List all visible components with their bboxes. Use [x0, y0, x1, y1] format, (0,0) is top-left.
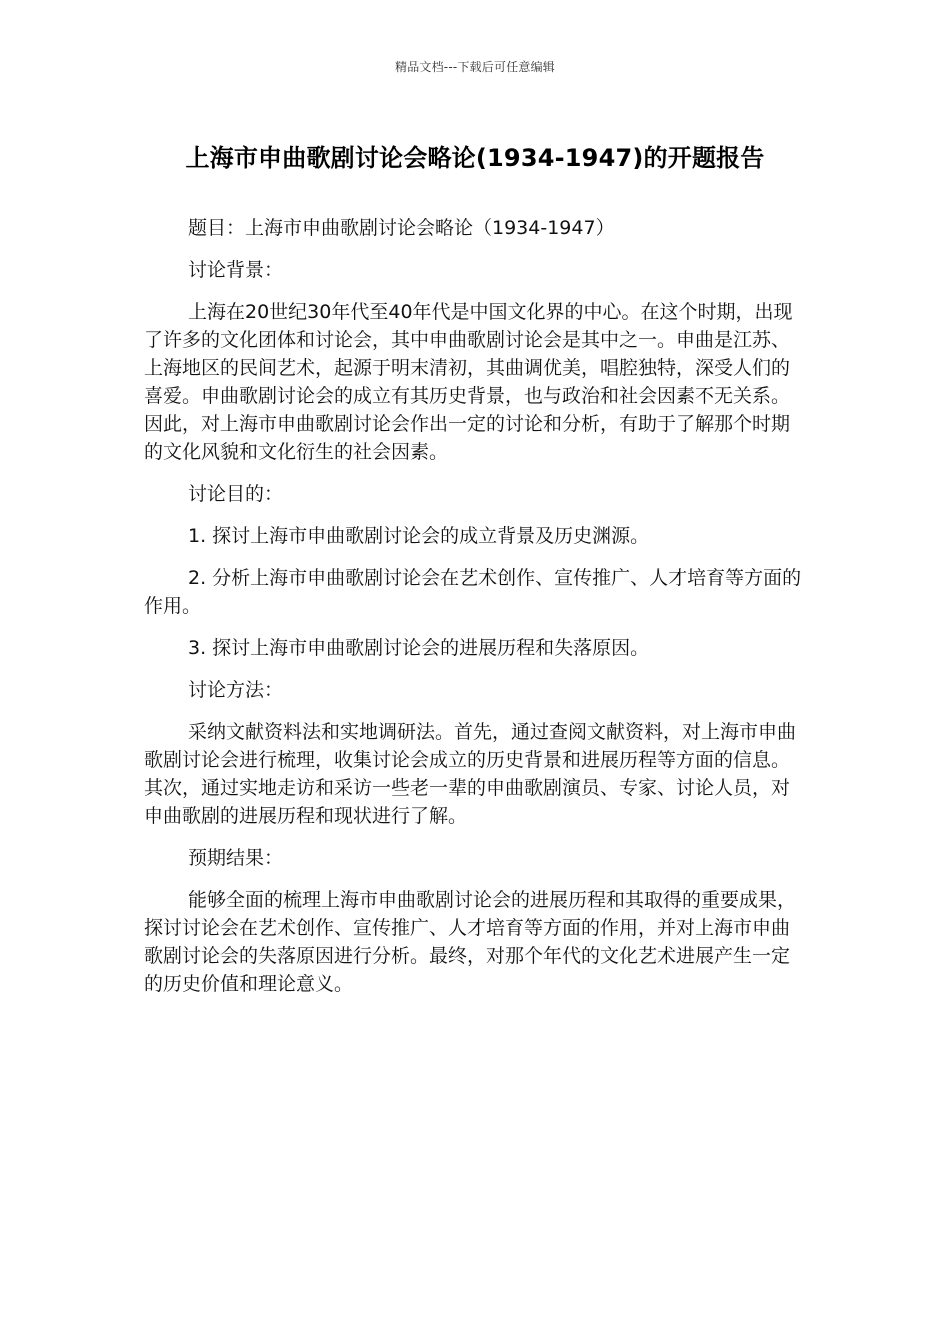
result-paragraph: 能够全面的梳理上海市申曲歌剧讨论会的进展历程和其取得的重要成果，探讨讨论会在艺术创作、宣传推广、人才培育等方面的作用，并对上海市申曲歌剧讨论会的失落原因进行分析。最终，对那个年代的文化艺术进展产生一定的历史价值和理论意义。 — [144, 889, 797, 995]
document-title: 上海市申曲歌剧讨论会略论(1934-1947)的开题报告 — [185, 144, 765, 172]
purpose-item-2: 2. 分析上海市申曲歌剧讨论会在艺术创作、宣传推广、人才培育等方面的作用。 — [144, 567, 802, 617]
purpose-item-1: 1. 探讨上海市申曲歌剧讨论会的成立背景及历史渊源。 — [188, 525, 650, 547]
document-body — [144, 214, 808, 1012]
header-note: 精品文档---下载后可任意编辑 — [395, 60, 555, 74]
background-label: 讨论背景： — [188, 259, 284, 281]
background-paragraph: 上海在20世纪30年代至40年代是中国文化界的中心。在这个时期，出现了许多的文化团体和讨论会，其中申曲歌剧讨论会是其中之一。申曲是江苏、上海地区的民间艺术，起源于明末清初，其曲调优美，唱腔独特，深受人们的喜爱。申曲歌剧讨论会的成立有其历史背景，也与政治和社会因素不无关系。因此，对上海市申曲歌剧讨论会作出一定的讨论和分析，有助于了解那个时期的文化风貌和文化衍生的社会因素。 — [144, 301, 793, 463]
method-paragraph: 采纳文献资料法和实地调研法。首先，通过查阅文献资料，对上海市申曲歌剧讨论会进行梳理，收集讨论会成立的历史背景和进展历程等方面的信息。其次，通过实地走访和采访一些老一辈的申曲歌剧演员、专家、讨论人员，对申曲歌剧的进展历程和现状进行了解。 — [144, 721, 797, 827]
result-label: 预期结果： — [188, 847, 284, 869]
purpose-item-3: 3. 探讨上海市申曲歌剧讨论会的进展历程和失落原因。 — [188, 637, 650, 659]
method-label: 讨论方法： — [188, 679, 284, 701]
topic-line: 题目：上海市申曲歌剧讨论会略论（1934-1947） — [188, 217, 615, 239]
purpose-label: 讨论目的： — [188, 483, 284, 505]
